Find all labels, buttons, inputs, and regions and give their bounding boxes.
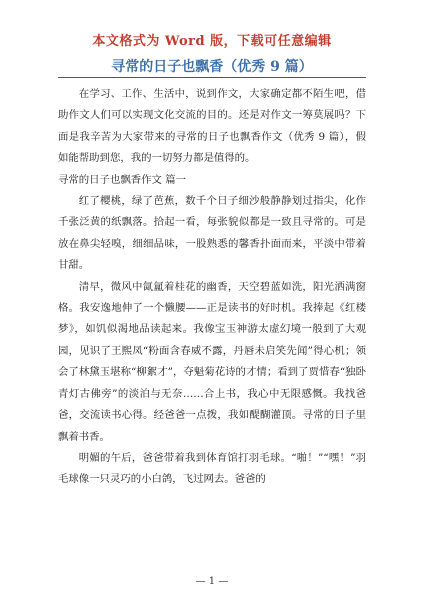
title-divider	[58, 77, 366, 78]
document-title: 寻常的日子也飘香（优秀 9 篇）	[111, 59, 313, 75]
format-banner: 本文格式为 Word 版，下载可任意编辑	[92, 34, 332, 49]
body-paragraph: 清早，微风中氤氲着桂花的幽香，天空碧蓝如洗，阳光洒满窗格。我安逸地伸了一个懒腰——正是读书的好时机。我捧起《红楼梦》，如饥似渴地品读起来。我像宝玉神游太虚幻境一般到了大观园，见识了王熙凤“粉面含春威不露，丹唇未启笑先闻”得心机；领会了林黛玉堪称“柳絮才”，夺魁菊花诗的才情；看到了贾惜春“独卧青灯古佛旁”的淡泊与无奈……合上书，我心中无限感慨。我找爸爸，交流读书心得。经爸爸一点拨，我如醍醐灌顶。寻常的日子里飘着书香。	[58, 280, 366, 443]
document-body	[58, 84, 366, 491]
intro-paragraph: 在学习、工作、生活中，说到作文，大家确定都不陌生吧，借助作文人们可以实现文化交流的目的。还是对作文一筹莫展吗？下面是我辛苦为大家带来的寻常的日子也飘香作文（优秀 9 篇），假如能帮助到您，我的一切努力都是值得的。	[58, 88, 366, 165]
page-number: — 1 —	[195, 576, 229, 587]
section-heading: 寻常的日子也飘香作文 篇一	[58, 173, 186, 186]
body-paragraph: 明媚的午后，爸爸带着我到体育馆打羽毛球。“啪！”“嘿！”羽毛球像一只灵巧的小白鸽，飞过网去。爸爸的	[58, 451, 366, 486]
body-paragraph: 红了樱桃，绿了芭蕉，数千个日子细沙般静静划过指尖，化作千张泛黄的纸飘落。拾起一看，每张貌似都是一致且寻常的。可是放在鼻尖轻嗅，细细品味，一股熟悉的馨香扑面而来，平淡中带着甘甜。	[58, 195, 366, 272]
